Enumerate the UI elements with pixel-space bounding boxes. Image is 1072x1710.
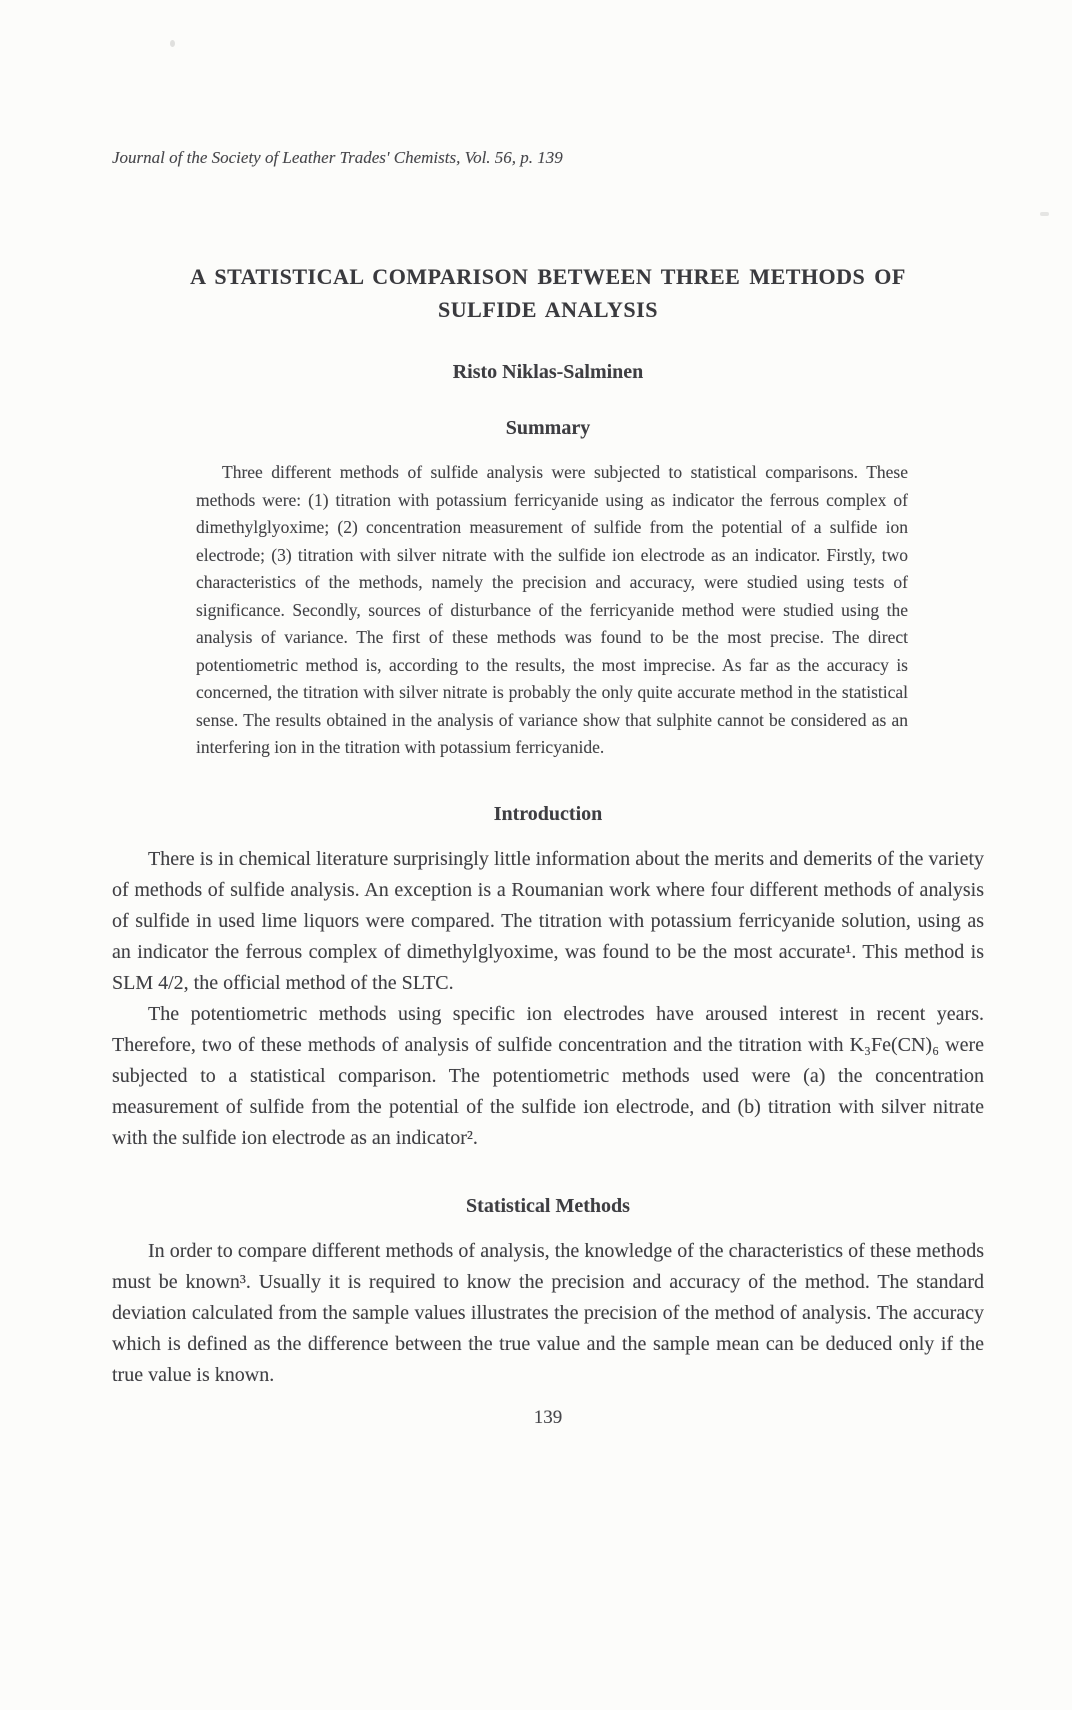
scan-speck-right — [1040, 212, 1049, 216]
introduction-paragraph-2: The potentiometric methods using specific ion electrodes have aroused interest in recent years. Therefore, two of these methods of analysis of sulfide concentration and the titration with K₃Fe(CN)₆ were subjected to a statistical comparison. The potentiometric methods used were (a) the concentration measurement of sulfide from the potential of the sulfide ion electrode, and (b) titration with silver nitrate with the sulfide ion electrode as an indicator². — [112, 1002, 984, 1149]
introduction-paragraph-1: There is in chemical literature surprisingly little information about the merits and demerits of the variety of methods of sulfide analysis. An exception is a Roumanian work where four different methods of analysis of sulfide in used lime liquors were compared. The titration with potassium ferricyanide solution, using as an indicator the ferrous complex of dimethylglyoxime, was found to be the most accurate¹. This method is SLM 4/2, the official method of the SLTC. — [112, 847, 984, 994]
page-content — [112, 0, 984, 1429]
journal-citation-line: Journal of the Society of Leather Trades' Chemists, Vol. 56, p. 139 — [112, 148, 563, 167]
introduction-heading: Introduction — [493, 802, 603, 825]
author-name: Risto Niklas-Salminen — [452, 361, 644, 383]
article-title: A STATISTICAL COMPARISON BETWEEN THREE METHODS OF SULFIDE ANALYSIS — [190, 264, 906, 322]
page-number: 139 — [533, 1406, 563, 1428]
statistical-methods-heading: Statistical Methods — [466, 1194, 630, 1217]
summary-text: Three different methods of sulfide analysis were subjected to statistical comparisons. These methods were: (1) titration with potassium ferricyanide using as indicator the ferrous complex of dimethylglyoxime; (2) concentration measurement of sulfide from the potential of a sulfide ion electrode; (3) titration with silver nitrate with the sulfide ion electrode as an indicator. Firstly, two characteristics of the methods, namely the precision and accuracy, were studied using tests of significance. Secondly, sources of disturbance of the ferricyanide method were studied using the analysis of variance. The first of these methods was found to be the most precise. The direct potentiometric method is, according to the results, the most imprecise. As far as the accuracy is concerned, the titration with silver nitrate is probably the only quite accurate method in the statistical sense. The results obtained in the analysis of variance show that sulphite cannot be considered as an interfering ion in the titration with potassium ferricyanide. — [196, 462, 908, 757]
summary-heading: Summary — [505, 417, 591, 439]
statistical-methods-paragraph-1: In order to compare different methods of analysis, the knowledge of the characteristics of these methods must be known³. Usually it is required to know the precision and accuracy of the method. The standard deviation calculated from the sample values illustrates the precision of the method of analysis. The accuracy which is defined as the difference between the true value and the sample mean can be deduced only if the true value is known. — [112, 1239, 984, 1386]
